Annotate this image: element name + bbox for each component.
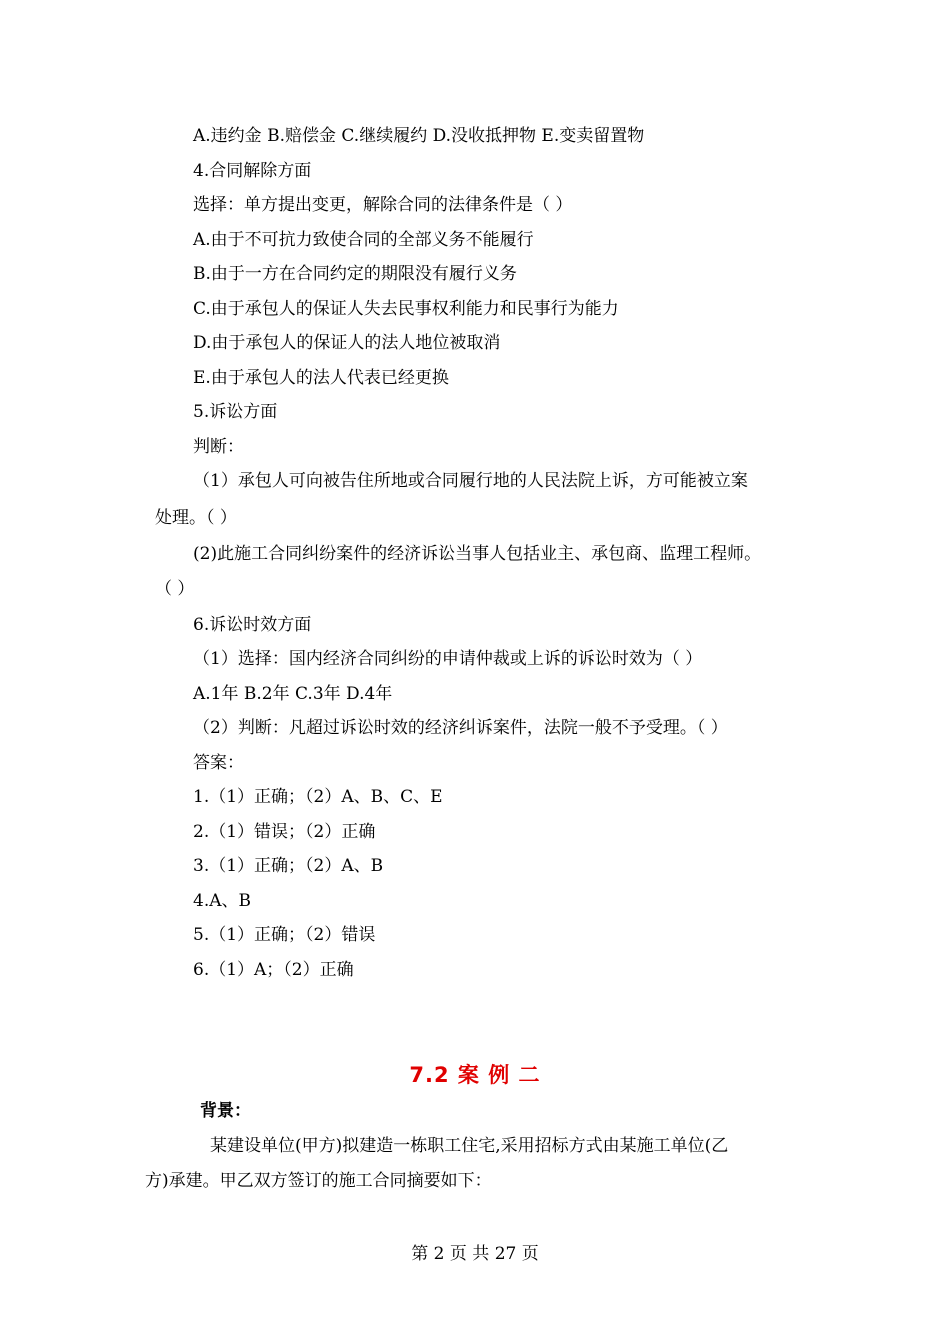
text-line: 处理。（ ） xyxy=(155,508,237,528)
background-paragraph-continued: 方)承建。甲乙双方签订的施工合同摘要如下： xyxy=(145,1171,492,1191)
text-line: 1.（1）正确；（2）A、B、C、E xyxy=(193,787,443,807)
text-line: 5.（1）正确；（2）错误 xyxy=(193,925,376,945)
text-line: 3.（1）正确；（2）A、B xyxy=(193,856,384,876)
text-line: B.由于一方在合同约定的期限没有履行义务 xyxy=(193,264,517,284)
text-line: （2）判断：凡超过诉讼时效的经济纠诉案件，法院一般不予受理。（ ） xyxy=(193,718,728,738)
text-line: 答案： xyxy=(193,753,244,773)
text-line: 6.（1）A；（2）正确 xyxy=(193,960,354,980)
text-line: D.由于承包人的保证人的法人地位被取消 xyxy=(193,333,501,353)
text-line: A.由于不可抗力致使合同的全部义务不能履行 xyxy=(193,230,534,250)
text-line: 选择：单方提出变更，解除合同的法律条件是（ ） xyxy=(193,195,573,215)
text-line: A.1年 B.2年 C.3年 D.4年 xyxy=(193,684,393,704)
background-paragraph: 某建设单位(甲方)拟建造一栋职工住宅,采用招标方式由某施工单位(乙 xyxy=(210,1136,729,1156)
background-label: 背景： xyxy=(200,1101,251,1121)
text-line: （1）承包人可向被告住所地或合同履行地的人民法院上诉，方可能被立案 xyxy=(193,471,748,491)
text-line: 2.（1）错误；（2）正确 xyxy=(193,822,376,842)
text-line: C.由于承包人的保证人失去民事权利能力和民事行为能力 xyxy=(193,299,619,319)
text-line: E.由于承包人的法人代表已经更换 xyxy=(193,368,449,388)
text-line: 4.合同解除方面 xyxy=(193,161,312,181)
text-line: A.违约金 B.赔偿金 C.继续履约 D.没收抵押物 E.变卖留置物 xyxy=(193,126,645,146)
text-line: 5.诉讼方面 xyxy=(193,402,278,422)
text-line: 4.A、B xyxy=(193,891,251,911)
text-line: 判断： xyxy=(193,437,244,457)
text-line: 6.诉讼时效方面 xyxy=(193,615,312,635)
text-line: （1）选择：国内经济合同纠纷的申请仲裁或上诉的诉讼时效为（ ） xyxy=(193,649,703,669)
page-footer: 第 2 页 共 27 页 xyxy=(411,1244,539,1264)
section-heading: 7.2 案 例 二 xyxy=(409,1063,541,1087)
text-line: （ ） xyxy=(155,579,195,599)
text-line: (2)此施工合同纠纷案件的经济诉讼当事人包括业主、承包商、监理工程师。 xyxy=(193,544,762,564)
